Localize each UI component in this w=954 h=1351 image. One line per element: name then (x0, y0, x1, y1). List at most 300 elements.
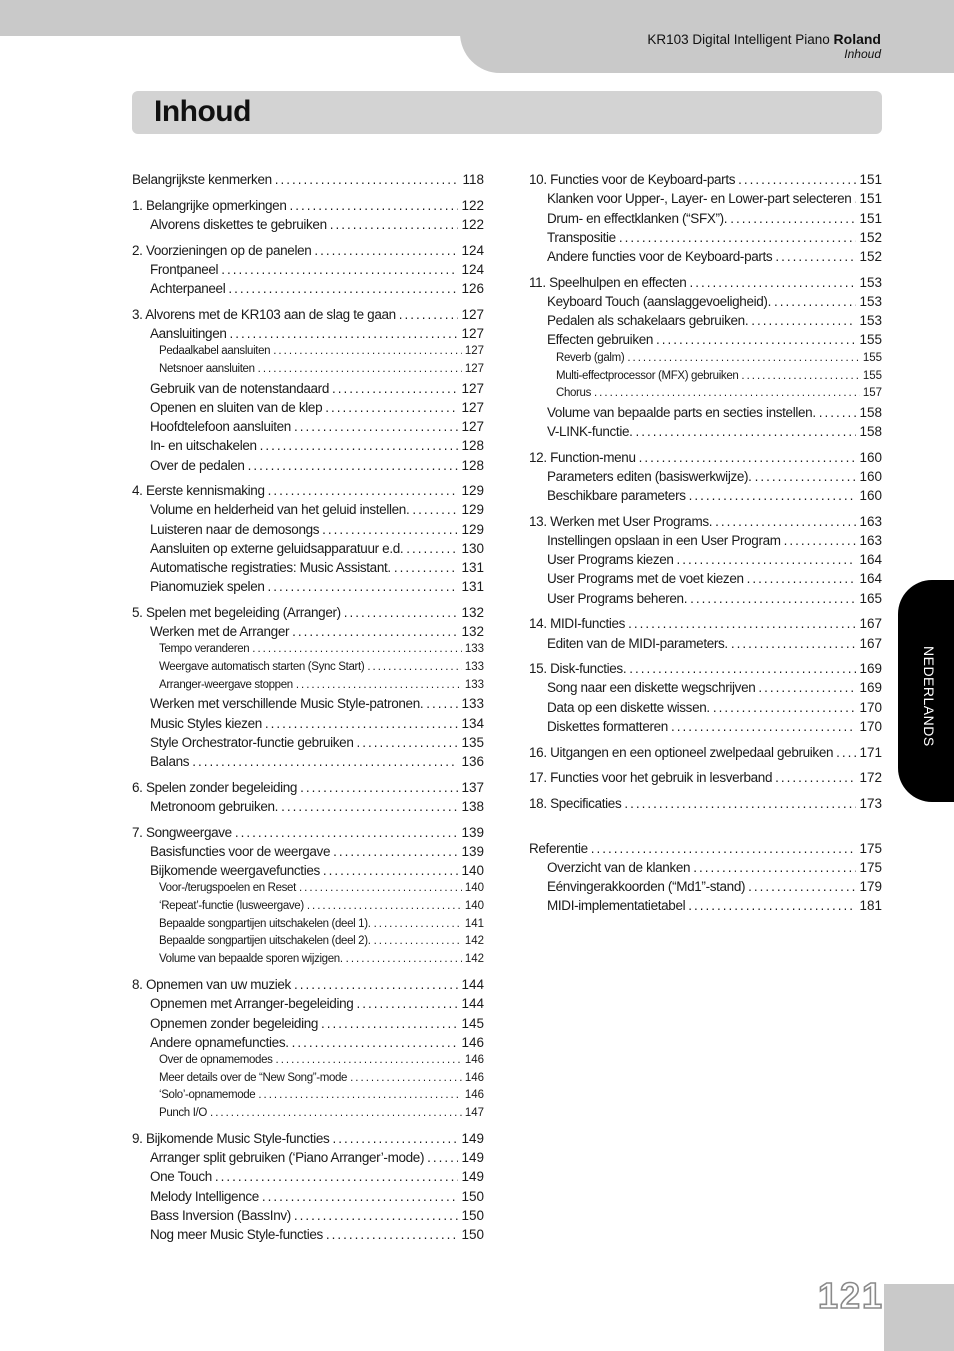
toc-entry (150, 1016, 484, 1035)
toc-entry (159, 679, 484, 696)
toc-entry (150, 1208, 484, 1227)
toc-leader-dots (748, 879, 856, 894)
toc-entry (547, 636, 882, 655)
toc-entry-title: 17. Functies voor het gebruik in lesverband (529, 770, 773, 785)
toc-entry (132, 1131, 484, 1150)
toc-entry-title: Arranger-weergave stoppen (159, 679, 293, 691)
toc-entry-title: Aansluiten op externe geluidsapparatuur e.d. (150, 541, 404, 556)
toc-leader-dots (775, 770, 856, 785)
toc-entry (150, 326, 484, 345)
toc-leader-dots (624, 796, 856, 811)
toc-entry-title: User Programs kiezen (547, 552, 674, 567)
toc-entry (547, 552, 882, 571)
toc-entry-title: Multi-effectprocessor (MFX) gebruiken (556, 370, 739, 382)
toc-entry-page: 133 (464, 643, 484, 655)
toc-leader-dots (258, 363, 462, 375)
toc-entry (132, 605, 484, 624)
toc-leader-dots (356, 996, 458, 1011)
toc-entry-title: Achterpaneel (150, 281, 226, 296)
toc-entry (150, 400, 484, 419)
toc-entry-title: Over de opnamemodes (159, 1054, 273, 1066)
toc-entry-page: 165 (859, 591, 882, 606)
toc-entry (547, 230, 882, 249)
product-name (647, 31, 881, 47)
toc-entry (547, 424, 882, 443)
toc-entry-title: 9. Bijkomende Music Style-functies (132, 1131, 330, 1146)
toc-entry-title: Keyboard Touch (aanslaggevoeligheid). (547, 294, 771, 309)
toc-entry (529, 770, 882, 789)
toc-entry (150, 381, 484, 400)
toc-leader-dots (412, 502, 458, 517)
toc-leader-dots (399, 307, 459, 322)
toc-leader-dots (591, 841, 857, 856)
toc-entry-page: 129 (461, 522, 484, 537)
toc-leader-dots (836, 745, 856, 760)
toc-entry-title: Belangrijkste kenmerken (132, 172, 272, 187)
toc-leader-dots (738, 172, 856, 187)
toc-leader-dots (325, 400, 458, 415)
toc-leader-dots (394, 560, 459, 575)
brand-logo: Roland (833, 31, 881, 47)
toc-entry-title: Voor-/terugspoelen en Reset (159, 882, 296, 894)
toc-entry-page: 130 (461, 541, 484, 556)
toc-entry-page: 150 (461, 1227, 484, 1242)
toc-entry (132, 198, 484, 217)
toc-leader-dots (715, 514, 856, 529)
toc-leader-dots (689, 488, 857, 503)
toc-leader-dots (221, 262, 458, 277)
toc-entry (547, 405, 882, 424)
toc-entry-title: Drum- en effectklanken (“SFX”). (547, 211, 728, 226)
toc-entry (547, 719, 882, 738)
toc-entry-title: 7. Songweergave (132, 825, 232, 840)
toc-entry (547, 191, 882, 210)
toc-entry-title: Pianomuziek spelen (150, 579, 265, 594)
toc-entry (132, 825, 484, 844)
toc-entry (159, 643, 484, 660)
toc-entry-title: Transpositie (547, 230, 616, 245)
toc-leader-dots (689, 275, 856, 290)
toc-leader-dots (594, 387, 860, 399)
toc-entry (150, 1035, 484, 1054)
toc-entry-title: V-LINK-functie. (547, 424, 633, 439)
toc-leader-dots (322, 522, 458, 537)
toc-entry (159, 953, 484, 970)
toc-entry-page: 146 (461, 1035, 484, 1050)
toc-entry-page: 139 (461, 844, 484, 859)
toc-entry-title: Over de pedalen (150, 458, 245, 473)
toc-entry-title: 1. Belangrijke opmerkingen (132, 198, 287, 213)
toc-entry-page: 155 (859, 332, 882, 347)
toc-entry-page: 172 (859, 770, 882, 785)
toc-leader-dots (346, 953, 462, 965)
toc-entry-page: 132 (461, 624, 484, 639)
toc-entry-title: Weergave automatisch starten (Sync Start) (159, 661, 365, 673)
toc-entry-title: Openen en sluiten van de klep (150, 400, 323, 415)
toc-entry-page: 127 (464, 345, 484, 357)
toc-entry-page: 127 (461, 419, 484, 434)
toc-entry-title: Netsnoer aansluiten (159, 363, 255, 375)
toc-entry-title: Opnemen met Arranger-begeleiding (150, 996, 354, 1011)
toc-entry-page: 140 (464, 882, 484, 894)
toc-entry-page: 155 (862, 370, 882, 382)
toc-entry-title: Volume van bepaalde sporen wijzigen. (159, 953, 343, 965)
toc-leader-dots (784, 533, 857, 548)
toc-entry-title: Volume van bepaalde parts en secties instellen. (547, 405, 816, 420)
toc-entry-title: Music Styles kiezen (150, 716, 262, 731)
toc-leader-dots (330, 217, 459, 232)
toc-entry (150, 419, 484, 438)
toc-entry-page: 158 (859, 424, 882, 439)
toc-entry-page: 169 (859, 661, 882, 676)
toc-entry (529, 841, 882, 860)
toc-entry-page: 155 (862, 352, 882, 364)
toc-entry (556, 370, 882, 387)
toc-entry (150, 799, 484, 818)
toc-entry (556, 352, 882, 369)
toc-leader-dots (273, 345, 462, 357)
toc-entry-page: 134 (461, 716, 484, 731)
toc-leader-dots (344, 605, 459, 620)
toc-entry-title: Opnemen zonder begeleiding (150, 1016, 319, 1031)
toc-entry-title: 8. Opnemen van uw muziek (132, 977, 291, 992)
toc-entry-title: 11. Speelhulpen en effecten (529, 275, 687, 290)
section-name: Inhoud (844, 47, 881, 61)
toc-entry-page: 135 (461, 735, 484, 750)
toc-leader-dots (688, 898, 856, 913)
toc-entry-title: Metronoom gebruiken. (150, 799, 279, 814)
toc-entry-title: Frontpaneel (150, 262, 219, 277)
toc-entry-title: Balans (150, 754, 190, 769)
toc-entry (159, 1072, 484, 1089)
toc-entry (150, 844, 484, 863)
toc-entry-page: 147 (464, 1107, 484, 1119)
toc-entry-page: 149 (461, 1150, 484, 1165)
toc-entry-page: 127 (461, 381, 484, 396)
toc-entry-page: 136 (461, 754, 484, 769)
toc-entry (529, 745, 882, 764)
toc-entry (547, 860, 882, 879)
toc-entry (547, 211, 882, 230)
toc-entry-page: 146 (464, 1054, 484, 1066)
toc-entry (150, 716, 484, 735)
toc-entry (150, 1150, 484, 1169)
toc-entry (547, 332, 882, 351)
toc-entry-page: 170 (859, 700, 882, 715)
toc-entry-page: 127 (461, 400, 484, 415)
toc-leader-dots (639, 450, 857, 465)
toc-entry (547, 571, 882, 590)
toc-entry-title: 12. Function-menu (529, 450, 636, 465)
toc-entry-page: 167 (859, 616, 882, 631)
toc-entry-page: 142 (464, 953, 484, 965)
toc-entry-title: 5. Spelen met begeleiding (Arranger) (132, 605, 341, 620)
toc-entry-title: Instellingen opslaan in een User Program (547, 533, 781, 548)
toc-entry-page: 124 (461, 243, 484, 258)
toc-entry-page: 170 (859, 719, 882, 734)
toc-entry-title: Andere functies voor de Keyboard-parts (547, 249, 773, 264)
toc-entry (547, 249, 882, 268)
toc-leader-dots (775, 249, 856, 264)
toc-entry-page: 152 (859, 249, 882, 264)
toc-entry (159, 661, 484, 678)
toc-leader-dots (628, 616, 856, 631)
toc-leader-dots (627, 352, 860, 364)
toc-entry-title: 18. Specificaties (529, 796, 622, 811)
toc-leader-dots (294, 1208, 459, 1223)
toc-entry-page: 128 (461, 438, 484, 453)
toc-entry-title: MIDI-implementatietabel (547, 898, 686, 913)
toc-entry-title: Pedalen als schakelaars gebruiken. (547, 313, 749, 328)
toc-leader-dots (332, 381, 458, 396)
toc-entry-page: 169 (859, 680, 882, 695)
toc-entry-title: Effecten gebruiken (547, 332, 654, 347)
toc-leader-dots (314, 243, 458, 258)
toc-entry (159, 1107, 484, 1124)
toc-entry-title: ‘Repeat’-functie (lusweergave) (159, 900, 304, 912)
toc-entry-title: User Programs met de voet kiezen (547, 571, 744, 586)
toc-leader-dots (276, 1054, 462, 1066)
toc-entry (529, 172, 882, 191)
toc-leader-dots (210, 1107, 462, 1119)
toc-entry-title: Song naar een diskette wegschrijven (547, 680, 756, 695)
toc-entry-title: Gebruik van de notenstandaard (150, 381, 329, 396)
toc-entry-page: 133 (464, 661, 484, 673)
toc-entry-page: 163 (859, 514, 882, 529)
toc-entry (150, 438, 484, 457)
toc-leader-dots (427, 1150, 458, 1165)
toc-entry-page: 175 (859, 841, 882, 856)
toc-entry-title: Basisfuncties voor de weergave (150, 844, 331, 859)
toc-entry-page: 137 (461, 780, 484, 795)
toc-entry-page: 151 (859, 191, 882, 206)
toc-leader-dots (260, 438, 459, 453)
product-model: KR103 Digital Intelligent Piano (647, 32, 830, 47)
toc-leader-dots (426, 696, 458, 711)
toc-entry-title: 3. Alvorens met de KR103 aan de slag te gaan (132, 307, 396, 322)
toc-leader-dots (294, 419, 459, 434)
toc-entry-page: 160 (859, 488, 882, 503)
toc-entry-page: 124 (461, 262, 484, 277)
toc-entry-title: 2. Voorzieningen op de panelen (132, 243, 312, 258)
toc-entry-title: 10. Functies voor de Keyboard-parts (529, 172, 736, 187)
toc-entry (150, 579, 484, 598)
toc-leader-dots (281, 799, 458, 814)
toc-entry-page: 160 (859, 469, 882, 484)
toc-leader-dots (275, 172, 460, 187)
toc-entry-page: 181 (859, 898, 882, 913)
toc-entry (529, 514, 882, 533)
toc-leader-dots (731, 636, 857, 651)
toc-leader-dots (690, 591, 856, 606)
toc-entry (150, 1189, 484, 1208)
toc-leader-dots (268, 483, 459, 498)
toc-entry-page: 167 (859, 636, 882, 651)
toc-entry (529, 616, 882, 635)
toc-leader-dots (350, 1072, 462, 1084)
toc-entry (547, 680, 882, 699)
toc-entry-page: 129 (461, 483, 484, 498)
toc-entry-title: Editen van de MIDI-parameters. (547, 636, 728, 651)
toc-entry (547, 488, 882, 507)
toc-leader-dots (252, 643, 462, 655)
toc-entry-page: 163 (859, 533, 882, 548)
toc-entry-title: Werken met verschillende Music Style-patronen. (150, 696, 424, 711)
toc-leader-dots (333, 844, 458, 859)
toc-entry-page: 145 (461, 1016, 484, 1031)
toc-entry-page: 132 (461, 605, 484, 620)
toc-entry (547, 591, 882, 610)
toc-entry-page: 153 (859, 275, 882, 290)
toc-entry-title: Chorus (556, 387, 591, 399)
toc-entry (150, 863, 484, 882)
toc-entry-page: 144 (461, 996, 484, 1011)
toc-leader-dots (819, 405, 857, 420)
toc-entry (150, 560, 484, 579)
toc-entry-page: 126 (461, 281, 484, 296)
toc-entry-title: Luisteren naar de demosongs (150, 522, 320, 537)
toc-leader-dots (854, 191, 856, 206)
toc-entry-page: 144 (461, 977, 484, 992)
toc-leader-dots (321, 1016, 458, 1031)
page-number: 121 (818, 1275, 885, 1316)
toc-entry (159, 882, 484, 899)
toc-entry (150, 754, 484, 773)
toc-entry-title: Klanken voor Upper-, Layer- en Lower-part selecteren (547, 191, 852, 206)
toc-entry-title: Pedaalkabel aansluiten (159, 345, 271, 357)
toc-leader-dots (326, 1227, 459, 1242)
toc-entry (150, 262, 484, 281)
toc-entry-page: 173 (859, 796, 882, 811)
toc-entry-page: 133 (461, 696, 484, 711)
toc-entry-title: 14. MIDI-functies (529, 616, 626, 631)
toc-entry (132, 307, 484, 326)
toc-leader-dots (294, 977, 459, 992)
toc-entry (150, 281, 484, 300)
toc-leader-dots (235, 825, 459, 840)
toc-leader-dots (367, 661, 462, 673)
toc-entry-page: 142 (464, 935, 484, 947)
toc-entry-title: Aansluitingen (150, 326, 227, 341)
toc-entry-title: Eénvingerakkoorden (“Md1”-stand) (547, 879, 746, 894)
toc-entry (132, 483, 484, 502)
toc-entry-title: 4. Eerste kennismaking (132, 483, 265, 498)
toc-entry-title: User Programs beheren. (547, 591, 688, 606)
toc-entry-title: Werken met de Arranger (150, 624, 290, 639)
toc-entry (547, 294, 882, 313)
toc-entry-title: Melody Intelligence (150, 1189, 259, 1204)
toc-entry-page: 141 (464, 918, 484, 930)
toc-entry-page: 133 (464, 679, 484, 691)
toc-leader-dots (307, 900, 462, 912)
toc-entry (150, 217, 484, 236)
toc-entry-title: Parameters editen (basiswerkwijze). (547, 469, 752, 484)
toc-entry-page: 127 (461, 307, 484, 322)
toc-entry-page: 164 (859, 571, 882, 586)
toc-entry-page: 146 (464, 1089, 484, 1101)
toc-entry-title: Beschikbare parameters (547, 488, 686, 503)
toc-entry-page: 140 (461, 863, 484, 878)
toc-entry-title: 13. Werken met User Programs. (529, 514, 713, 529)
toc-entry-page: 122 (461, 217, 484, 232)
toc-leader-dots (677, 552, 857, 567)
toc-entry (529, 796, 882, 815)
toc-entry-title: Referentie (529, 841, 588, 856)
toc-leader-dots (636, 424, 857, 439)
toc-entry (150, 502, 484, 521)
toc-leader-dots (332, 1131, 458, 1146)
toc-entry-page: 118 (462, 172, 484, 187)
toc-entry-title: Bijkomende weergavefuncties (150, 863, 320, 878)
toc-entry-page: 151 (859, 172, 882, 187)
toc-leader-dots (713, 700, 857, 715)
toc-entry-page: 157 (862, 387, 882, 399)
toc-leader-dots (265, 716, 459, 731)
toc-leader-dots (268, 579, 459, 594)
toc-entry (159, 935, 484, 952)
toc-leader-dots (693, 860, 856, 875)
toc-entry-title: 15. Disk-functies. (529, 661, 627, 676)
toc-entry (529, 450, 882, 469)
toc-entry-page: 139 (461, 825, 484, 840)
toc-entry-page: 140 (464, 900, 484, 912)
toc-entry-page: 153 (859, 313, 882, 328)
toc-entry-title: Bepaalde songpartijen uitschakelen (deel 1). (159, 918, 371, 930)
toc-leader-dots (292, 1035, 459, 1050)
toc-entry-page: 122 (461, 198, 484, 213)
toc-entry (547, 533, 882, 552)
toc-entry (547, 879, 882, 898)
toc-entry (150, 996, 484, 1015)
toc-entry-title: Overzicht van de klanken (547, 860, 691, 875)
toc-entry (150, 696, 484, 715)
toc-leader-dots (290, 198, 459, 213)
toc-entry-title: Punch I/O (159, 1107, 207, 1119)
toc-leader-dots (374, 935, 462, 947)
toc-entry-page: 150 (461, 1189, 484, 1204)
toc-leader-dots (230, 326, 459, 341)
toc-entry-title: Andere opnamefuncties. (150, 1035, 289, 1050)
toc-entry-page: 150 (461, 1208, 484, 1223)
toc-entry (150, 522, 484, 541)
toc-entry-page: 151 (859, 211, 882, 226)
toc-entry (547, 898, 882, 917)
toc-entry-page: 129 (461, 502, 484, 517)
toc-leader-dots (755, 469, 857, 484)
toc-entry-page: 138 (461, 799, 484, 814)
toc-entry (529, 275, 882, 294)
toc-leader-dots (357, 735, 459, 750)
toc-entry-title: One Touch (150, 1169, 212, 1184)
toc-entry-page: 131 (461, 560, 484, 575)
toc-entry (150, 458, 484, 477)
toc-leader-dots (192, 754, 458, 769)
toc-entry (150, 735, 484, 754)
toc-entry-title: Diskettes formatteren (547, 719, 668, 734)
toc-leader-dots (741, 370, 859, 382)
toc-entry-page: 153 (859, 294, 882, 309)
toc-leader-dots (215, 1169, 459, 1184)
toc-entry-page: 149 (461, 1131, 484, 1146)
toc-entry-title: Meer details over de “New Song”-mode (159, 1072, 348, 1084)
toc-entry (159, 900, 484, 917)
toc-entry-page: 149 (461, 1169, 484, 1184)
title-bar (132, 91, 882, 134)
toc-entry-title: Reverb (galm) (556, 352, 625, 364)
toc-entry-page: 158 (859, 405, 882, 420)
toc-entry (159, 363, 484, 380)
toc-entry (159, 1054, 484, 1071)
